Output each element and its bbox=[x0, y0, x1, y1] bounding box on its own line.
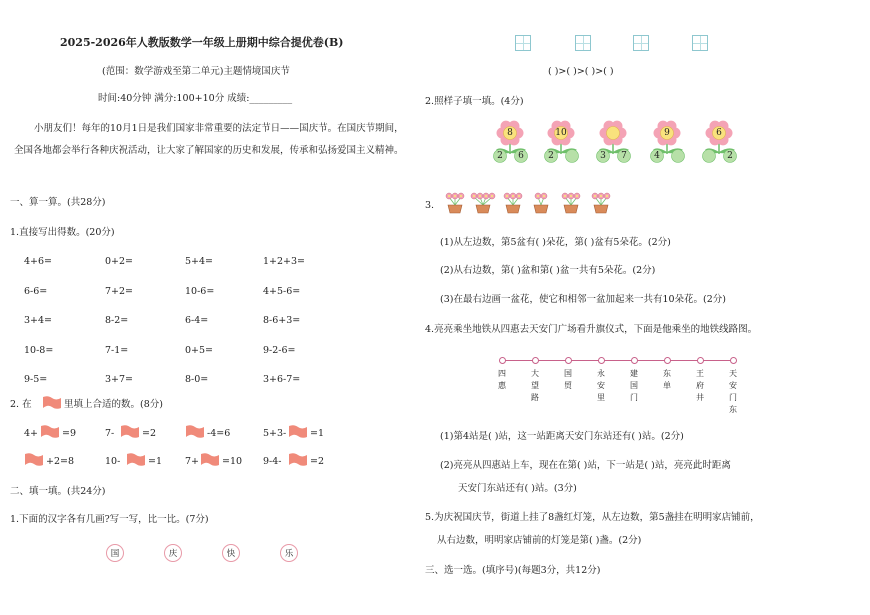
flower-card bbox=[647, 120, 697, 166]
flower-center-number: 8 bbox=[507, 128, 513, 138]
q2-r1-b: =9 bbox=[62, 428, 77, 439]
station-label: 王府井 bbox=[696, 369, 704, 402]
s2-q5-line1: 5.为庆祝国庆节，街道上挂了8盏红灯笼，从左边数，第5盏挂在明明家店铺前， bbox=[425, 512, 760, 523]
flower-left-number: 4 bbox=[654, 151, 660, 161]
q2-r2-g: =2 bbox=[310, 456, 325, 467]
s2-q5-line2: 从右边数，明明家店铺前的灯笼是第( )盏。(2分) bbox=[437, 535, 642, 546]
s2-q3-label: 3. bbox=[425, 200, 435, 211]
calc-item: 3+4= bbox=[24, 315, 53, 326]
calc-item: 10-6= bbox=[185, 285, 215, 297]
flower-left-number: 2 bbox=[497, 151, 503, 161]
calc-item: 7+2= bbox=[105, 285, 134, 297]
flower-pot-icon bbox=[500, 190, 526, 214]
s2-q4-sub2a: (2)亮亮从四惠站上车，现在在第( )站，下一站是( )站，亮亮此时距离 bbox=[440, 460, 731, 471]
station-dot bbox=[532, 357, 539, 364]
station-label: 天安门东 bbox=[729, 369, 737, 414]
writing-grid[interactable] bbox=[515, 35, 531, 51]
flower-card bbox=[699, 120, 749, 166]
flower-right-number: 6 bbox=[518, 151, 524, 161]
calc-item: 7-1= bbox=[105, 344, 129, 356]
station-label: 东单 bbox=[663, 369, 671, 390]
s2-q3-sub3: (3)在最右边画一盆花，使它和相邻一盆加起来一共有10朵花。(2分) bbox=[440, 294, 727, 305]
station-label: 四惠 bbox=[498, 369, 506, 390]
station-dot bbox=[565, 357, 572, 364]
char-circle: 快 bbox=[222, 544, 240, 562]
flag-blank-icon[interactable] bbox=[24, 453, 44, 467]
q2-r2-e: =10 bbox=[222, 456, 243, 467]
s2-q4-label: 4.亮亮乘坐地铁从四惠去天安门广场看升旗仪式，下面是他乘坐的地铁线路图。 bbox=[425, 324, 758, 335]
q2-r2-c: =1 bbox=[148, 456, 163, 467]
flower-card bbox=[541, 120, 591, 166]
calc-item: 3+6-7= bbox=[263, 374, 301, 385]
calc-item: 8-2= bbox=[105, 315, 129, 326]
station-label: 大望路 bbox=[531, 369, 539, 402]
writing-grid[interactable] bbox=[575, 35, 591, 51]
calc-item: 6-6= bbox=[24, 285, 48, 297]
s2-q3-sub2: (2)从右边数，第( )盆和第( )盆一共有5朵花。(2分) bbox=[440, 265, 656, 276]
q2-r2-a: +2=8 bbox=[46, 456, 75, 467]
flag-blank-icon[interactable] bbox=[288, 453, 308, 467]
flag-blank-icon[interactable] bbox=[288, 425, 308, 439]
station-dot bbox=[499, 357, 506, 364]
flower-pot-icon bbox=[588, 190, 614, 214]
calc-item: 5+4= bbox=[185, 256, 214, 267]
s2-q4-sub1: (1)第4站是( )站，这一站距离天安门东站还有( )站。(2分) bbox=[440, 431, 684, 442]
flower-pot-icon bbox=[558, 190, 584, 214]
flower-left-number: 3 bbox=[600, 151, 606, 161]
s2-q1-label: 1.下面的汉字各有几画?写一写，比一比。(7分) bbox=[10, 514, 209, 525]
flower-pot-icon bbox=[528, 190, 554, 214]
flag-blank-icon[interactable] bbox=[200, 453, 220, 467]
calc-item: 4+5-6= bbox=[263, 285, 301, 297]
station-label: 永安里 bbox=[597, 369, 605, 402]
q2-label-prefix: 2. 在 bbox=[10, 399, 32, 410]
q2-r1-e: -4=6 bbox=[207, 428, 231, 439]
flag-blank-icon[interactable] bbox=[185, 425, 205, 439]
char-circle: 乐 bbox=[280, 544, 298, 562]
flag-blank-icon[interactable] bbox=[126, 453, 146, 467]
calc-item: 4+6= bbox=[24, 256, 53, 267]
flower-center-number: 6 bbox=[716, 128, 722, 138]
calc-item: 8-0= bbox=[185, 374, 209, 385]
flower-center-number: 10 bbox=[555, 128, 567, 138]
q2-label-suffix: 里填上合适的数。(8分) bbox=[64, 399, 163, 410]
station-dot bbox=[697, 357, 704, 364]
section3-heading: 三、选一选。(填序号)(每题3分，共12分) bbox=[425, 565, 601, 576]
q2-r2-f: 9-4- bbox=[263, 456, 282, 467]
station-label: 建国门 bbox=[630, 369, 638, 402]
section2-heading: 二、填一填。(共24分) bbox=[10, 486, 106, 497]
calc-item: 0+2= bbox=[105, 256, 134, 267]
calc-item: 9-5= bbox=[24, 374, 48, 385]
s2-q2-label: 2.照样子填一填。(4分) bbox=[425, 96, 524, 107]
flower-card bbox=[490, 120, 540, 166]
q1-label: 1.直接写出得数。(20分) bbox=[10, 227, 115, 238]
q2-r1-a: 4+ bbox=[24, 428, 39, 439]
calc-item: 1+2+3= bbox=[263, 256, 306, 267]
flower-right-number: 7 bbox=[621, 151, 627, 161]
s2-q4-sub2b: 天安门东站还有( )站。(3分) bbox=[458, 483, 577, 494]
station-dot bbox=[664, 357, 671, 364]
q2-r2-b: 10- bbox=[105, 456, 121, 467]
stroke-compare: ( )>( )>( )>( ) bbox=[548, 66, 614, 77]
calc-item: 6-4= bbox=[185, 315, 209, 326]
flower-left-number: 2 bbox=[548, 151, 554, 161]
q2-r2-d: 7+ bbox=[185, 456, 200, 467]
s2-q3-sub1: (1)从左边数，第5盆有( )朵花，第( )盆有5朵花。(2分) bbox=[440, 237, 671, 248]
char-circle: 庆 bbox=[164, 544, 182, 562]
calc-item: 8-6+3= bbox=[263, 315, 301, 326]
scope-line: (范围：数学游戏至第二单元)主题情境国庆节 bbox=[102, 66, 290, 77]
flag-icon bbox=[42, 396, 62, 410]
station-dot bbox=[730, 357, 737, 364]
flag-blank-icon[interactable] bbox=[40, 425, 60, 439]
calc-item: 3+7= bbox=[105, 374, 134, 385]
station-label: 国贸 bbox=[564, 369, 572, 390]
intro-paragraph: 小朋友们！每年的10月1日是我们国家非常重要的法定节日——国庆节。在国庆节期间，全国各地都会举行各种庆祝活动，让大家了解国家的历史和发展，传承和弘扬爱国主义精神。 bbox=[14, 123, 404, 156]
station-dot bbox=[631, 357, 638, 364]
flower-center-number: 9 bbox=[664, 128, 670, 138]
flower-right-number: 2 bbox=[727, 151, 733, 161]
writing-grid[interactable] bbox=[633, 35, 649, 51]
char-circle: 国 bbox=[106, 544, 124, 562]
q2-r1-g: =1 bbox=[310, 428, 325, 439]
meta-line: 时间:40分钟 满分:100+10分 成绩:_________ bbox=[98, 93, 293, 104]
q2-r1-f: 5+3- bbox=[263, 428, 287, 439]
flag-blank-icon[interactable] bbox=[120, 425, 140, 439]
calc-item: 0+5= bbox=[185, 344, 214, 356]
station-dot bbox=[598, 357, 605, 364]
calc-item: 10-8= bbox=[24, 344, 54, 356]
q2-r1-d: =2 bbox=[142, 428, 157, 439]
flower-pot-icon bbox=[442, 190, 468, 214]
flower-card bbox=[593, 120, 643, 166]
flower-pot-icon bbox=[470, 190, 496, 214]
page-title: 2025-2026年人教版数学一年级上册期中综合提优卷(B) bbox=[60, 36, 344, 49]
q2-r1-c: 7- bbox=[105, 428, 115, 439]
calc-item: 9-2-6= bbox=[263, 344, 296, 356]
writing-grid[interactable] bbox=[692, 35, 708, 51]
section1-heading: 一、算一算。(共28分) bbox=[10, 197, 106, 208]
